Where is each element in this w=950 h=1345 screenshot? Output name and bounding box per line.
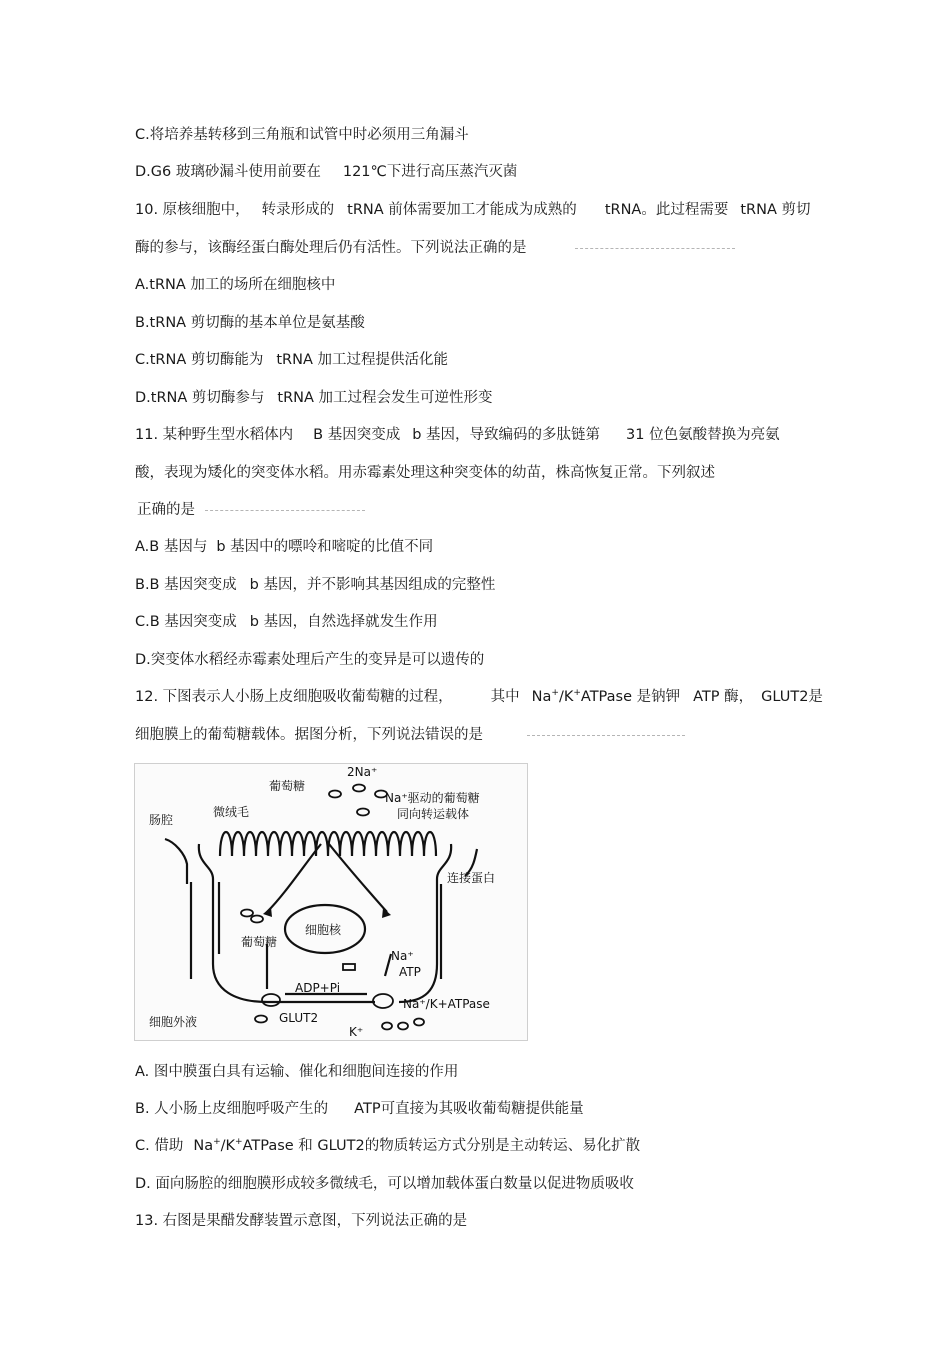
fig-label-cotransporter-1: Na⁺驱动的葡萄糖 xyxy=(385,791,480,805)
question-11-stem: 11. 某种野生型水稻体内 B 基因突变成 b 基因，导致编码的多肽链第 31 位色氨酸替换为亮氨 xyxy=(135,427,780,443)
option-12d: D. 面向肠腔的细胞膜形成较多微绒毛，可以增加载体蛋白数量以促进物质吸收 xyxy=(135,1176,634,1192)
option-9c: C.将培养基转移到三角瓶和试管中时必须用三角漏斗 xyxy=(135,127,469,143)
fig-label-glut2: GLUT2 xyxy=(279,1011,319,1025)
question-10-stem-cont: 酶的参与，该酶经蛋白酶处理后仍有活性。下列说法正确的是 xyxy=(135,238,735,258)
fig-label-2na: 2Na⁺ xyxy=(347,765,378,779)
glucose-absorption-figure xyxy=(134,763,528,1041)
fig-label-na-inside: Na⁺ xyxy=(391,949,414,963)
option-10d: D.tRNA 剪切酶参与 tRNA 加工过程会发生可逆性形变 xyxy=(135,390,493,406)
fig-label-extracellular: 细胞外液 xyxy=(149,1015,198,1029)
option-11a: A.B 基因与 b 基因中的嘌呤和嘧啶的比值不同 xyxy=(135,539,434,555)
option-11c: C.B 基因突变成 b 基因，自然选择就发生作用 xyxy=(135,614,438,630)
cell-diagram xyxy=(135,764,527,1040)
option-10b: B.tRNA 剪切酶的基本单位是氨基酸 xyxy=(135,315,365,331)
fig-label-cotransporter-2: 同向转运载体 xyxy=(397,807,470,821)
option-12a: A. 图中膜蛋白具有运输、催化和细胞间连接的作用 xyxy=(135,1064,459,1080)
question-13-stem: 13. 右图是果醋发酵装置示意图，下列说法正确的是 xyxy=(135,1213,468,1229)
fig-label-adp: ADP+Pi xyxy=(295,981,341,995)
option-9d: D.G6 玻璃砂漏斗使用前要在 121℃下进行高压蒸汽灭菌 xyxy=(135,164,518,180)
fig-label-nucleus: 细胞核 xyxy=(305,923,342,937)
fig-label-microvilli: 微绒毛 xyxy=(213,805,250,819)
question-10-stem: 10. 原核细胞中， 转录形成的 tRNA 前体需要加工才能成为成熟的 tRNA。此过程需要 tRNA 剪切 xyxy=(135,202,811,218)
fig-label-junction: 连接蛋白 xyxy=(447,871,496,885)
option-10a: A.tRNA 加工的场所在细胞核中 xyxy=(135,277,336,293)
fig-label-pump: Na⁺/K+ATPase xyxy=(403,997,490,1011)
question-11-stem-end: 正确的是 xyxy=(137,500,365,520)
option-10c: C.tRNA 剪切酶能为 tRNA 加工过程提供活化能 xyxy=(135,352,449,368)
option-12c: C. 借助 Na+/K+ATPase 和 GLUT2的物质转运方式分别是主动转运、易化扩散 xyxy=(135,1137,641,1154)
fig-label-glucose-top: 葡萄糖 xyxy=(269,779,306,793)
fig-label-atp: ATP xyxy=(399,965,421,979)
question-12-stem: 12. 下图表示人小肠上皮细胞吸收葡萄糖的过程， 其中 Na+/K+ATPase 是钠钾 ATP 酶， GLUT2是 xyxy=(135,688,823,705)
fig-label-k: K⁺ xyxy=(349,1025,364,1039)
fig-label-glucose-inside: 葡萄糖 xyxy=(241,935,278,949)
fig-label-lumen: 肠腔 xyxy=(149,813,174,827)
option-12b: B. 人小肠上皮细胞呼吸产生的 ATP可直接为其吸收葡萄糖提供能量 xyxy=(135,1101,584,1117)
question-11-stem-cont: 酸，表现为矮化的突变体水稻。用赤霉素处理这种突变体的幼苗，株高恢复正常。下列叙述 xyxy=(135,465,715,481)
option-11b: B.B 基因突变成 b 基因，并不影响其基因组成的完整性 xyxy=(135,577,496,593)
question-12-stem-cont: 细胞膜上的葡萄糖载体。据图分析，下列说法错误的是 xyxy=(135,725,685,745)
option-11d: D.突变体水稻经赤霉素处理后产生的变异是可以遗传的 xyxy=(135,652,485,668)
